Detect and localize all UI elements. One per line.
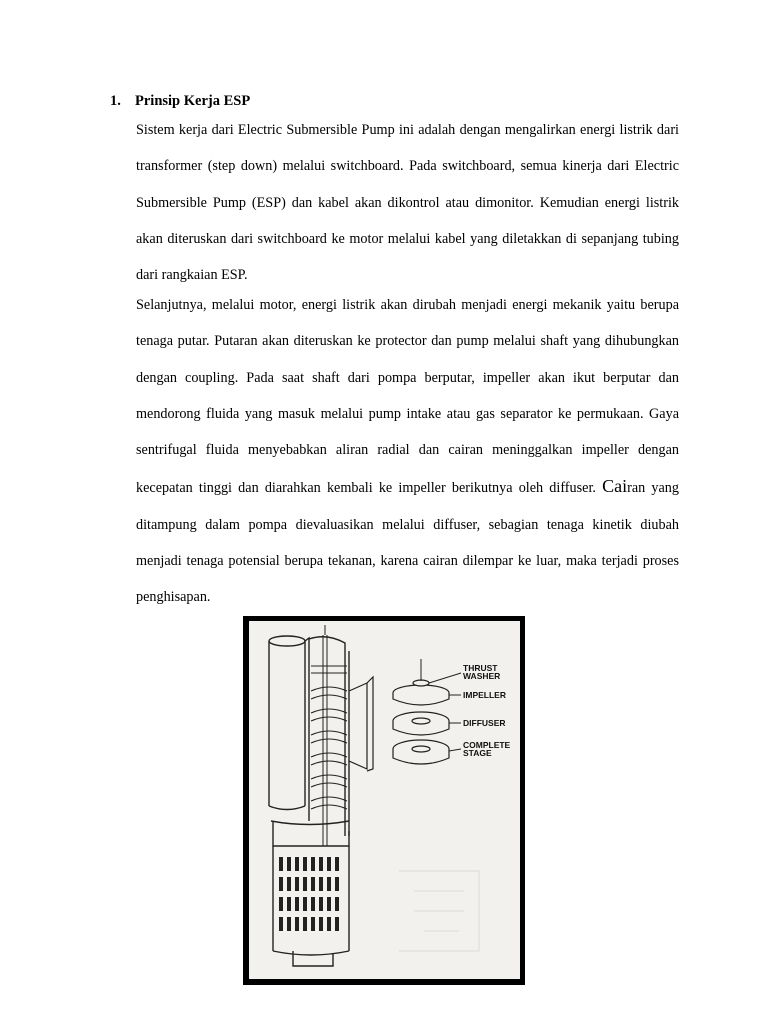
label-stage: STAGE xyxy=(463,748,492,758)
label-impeller: IMPELLER xyxy=(463,690,506,700)
label-complete: COMPLETE xyxy=(463,740,511,750)
paragraph-2-part-1: Selanjutnya, melalui motor, energi listrik akan dirubah menjadi energi mekanik yaitu berupa tenaga putar. Putaran akan diteruskan ke protector dan pump melalui shaft yang dihubungkan dengan coupling. Pada saat shaft dari pompa berputar, impeller akan ikut berputar dan mendorong fluida yang masuk melalui pump intake atau gas separator ke permukaan. Gaya sentrifugal fluida menyebabkan aliran radial dan cairan meninggalkan impeller dengan kecepatan tinggi dan diarahkan kembali ke impeller berikutnya oleh diffuser. xyxy=(136,297,679,497)
paragraph-1: Sistem kerja dari Electric Submersible Pump ini adalah dengan mengalirkan energi listrik dari transformer (step down) melalui switchboard. Pada switchboard, semua kinerja dari Electric Submersible Pump (ESP) dan kabel akan dikontrol atau dimonitor. Kemudian energi listrik akan diteruskan dari switchboard ke motor melalui kabel yang diletakkan di sepanjang tubing dari rangkaian ESP. xyxy=(136,122,679,284)
esp-pump-figure xyxy=(243,616,525,985)
figure-image xyxy=(249,621,520,979)
paragraph-2 xyxy=(136,287,679,616)
paragraph-2-large-text: Cai xyxy=(602,476,628,497)
label-washer: WASHER xyxy=(463,671,501,681)
label-diffuser: DIFFUSER xyxy=(463,718,506,728)
section-title: Prinsip Kerja ESP xyxy=(135,93,251,109)
pump-diagram xyxy=(249,621,520,979)
paragraph-2-part-2: ran yang ditampung dalam pompa dievaluasikan melalui diffuser, sebagian tenaga kinetik diubah menjadi tenaga potensial berupa tekanan, karena cairan dilempar ke luar, maka terjadi proses penghisapan. xyxy=(136,480,679,606)
section-heading xyxy=(110,93,250,110)
label-thrust: THRUST xyxy=(463,663,498,673)
section-number: 1. xyxy=(110,93,121,109)
